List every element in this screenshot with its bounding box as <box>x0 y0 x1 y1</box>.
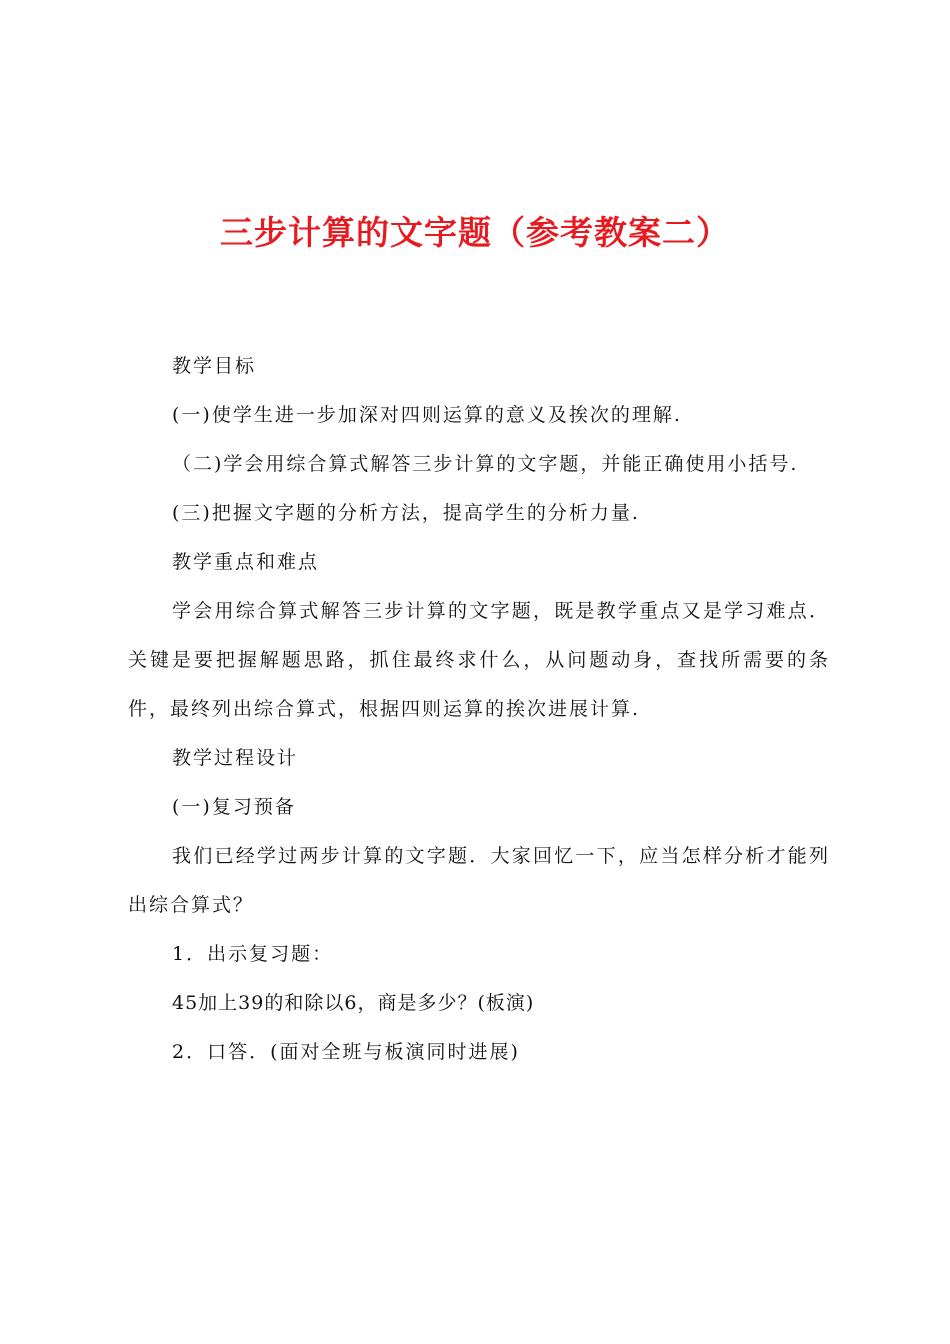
paragraph-objective-1: (一)使学生进一步加深对四则运算的意义及挨次的理解. <box>172 404 682 426</box>
paragraph-objective-3: (三)把握文字题的分析方法，提高学生的分析力量. <box>172 502 640 524</box>
paragraph-teaching-objectives-heading: 教学目标 <box>172 355 257 377</box>
paragraph-review-item-1: 1．出示复习题： <box>172 943 334 965</box>
paragraph-key-points-heading: 教学重点和难点 <box>172 551 320 573</box>
paragraph-objective-2: （二)学会用综合算式解答三步计算的文字题，并能正确使用小括号. <box>172 453 799 475</box>
document-title: 三步计算的文字题（参考教案二） <box>220 213 730 252</box>
paragraph-key-points: 学会用综合算式解答三步计算的文字题，既是教学重点又是学习难点．关键是要把握解题思路，抓住最终求什么，从问题动身，查找所需要的条件，最终列出综合算式，根据四则运算的挨次进展计算. <box>128 600 830 720</box>
document-body <box>128 342 830 1077</box>
paragraph-review-item-2: 2．口答．(面对全班与板演同时进展) <box>172 1041 520 1063</box>
paragraph-review-heading: (一)复习预备 <box>172 796 296 818</box>
paragraph-review-intro: 我们已经学过两步计算的文字题．大家回忆一下，应当怎样分析才能列出综合算式？ <box>128 845 830 916</box>
paragraph-process-heading: 教学过程设计 <box>172 747 299 769</box>
paragraph-review-question: 45加上39的和除以6，商是多少？(板演) <box>172 992 535 1014</box>
